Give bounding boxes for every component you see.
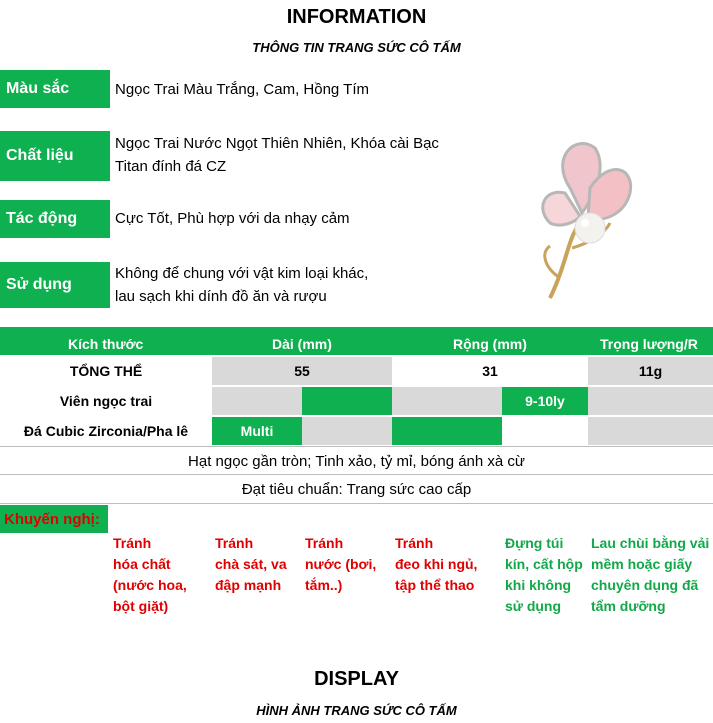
recommendation-item: Tránh đeo khi ngủ, tập thể thao — [395, 535, 478, 593]
recommendation-item: Đựng túi kín, cất hộp khi không sử dụng — [505, 535, 583, 614]
stone-cell-2 — [302, 417, 392, 445]
page-subtitle: THÔNG TIN TRANG SỨC CÔ TẤM — [252, 40, 461, 55]
header-size: Kích thước — [68, 336, 144, 352]
row-stone-label: Đá Cubic Zirconia/Pha lê — [23, 423, 189, 439]
pearl-cell-2 — [302, 387, 392, 415]
note-standard: Đạt tiêu chuẩn: Trang sức cao cấp — [241, 481, 472, 498]
header-weight: Trọng lượng/R — [600, 336, 698, 352]
recommendation-item: Tránh chà sát, va đập mạnh — [215, 535, 287, 593]
color-label: Màu sắc — [0, 70, 110, 108]
brooch-image — [520, 128, 640, 308]
row-pearl-label: Viên ngọc trai — [59, 393, 153, 409]
effect-value: Cực Tốt, Phù hợp với da nhạy cảm — [115, 210, 350, 227]
note-pearl-quality: Hạt ngọc gần tròn; Tinh xảo, tỷ mỉ, bóng ánh xà cừ — [188, 453, 525, 470]
recommendation-label: Khuyến nghị: — [0, 505, 108, 533]
row-total-weight: 11g — [588, 357, 713, 385]
divider — [0, 474, 713, 475]
page-title: INFORMATION — [286, 6, 427, 28]
header-width: Rộng (mm) — [453, 336, 527, 352]
display-subtitle: HÌNH ẢNH TRANG SỨC CÔ TẤM — [256, 703, 457, 718]
material-value-line1: Ngọc Trai Nước Ngọt Thiên Nhiên, Khóa cài Bạc — [115, 135, 439, 152]
pearl-cell-5 — [588, 387, 713, 415]
header-length: Dài (mm) — [272, 336, 332, 352]
row-total-width: 31 — [482, 363, 498, 379]
material-label: Chất liệu — [0, 131, 110, 181]
recommendation-item: Tránh hóa chất (nước hoa, bột giặt) — [113, 535, 187, 614]
recommendation-item: Tránh nước (bơi, tắm..) — [305, 535, 377, 593]
usage-value-line2: lau sạch khi dính đồ ăn và rượu — [115, 288, 327, 305]
divider — [0, 446, 713, 447]
display-title: DISPLAY — [314, 668, 399, 690]
stone-cell-5 — [588, 417, 713, 445]
effect-label: Tác động — [0, 200, 110, 238]
usage-value-line1: Không để chung với vật kim loại khác, — [115, 265, 369, 282]
row-total-label: TỔNG THỂ — [69, 363, 143, 379]
stone-value: Multi — [212, 417, 302, 445]
recommendation-item: Lau chùi bằng vải mềm hoặc giấy chuyên dụng đã tẩm dưỡng — [591, 535, 710, 614]
divider — [0, 503, 713, 504]
pearl-cell-3 — [392, 387, 502, 415]
stone-cell-3 — [392, 417, 502, 445]
color-value: Ngọc Trai Màu Trắng, Cam, Hồng Tím — [115, 81, 369, 98]
row-total-length: 55 — [212, 357, 392, 385]
material-value-line2: Titan đính đá CZ — [115, 158, 227, 175]
pearl-cell-1 — [212, 387, 302, 415]
usage-label: Sử dụng — [0, 262, 110, 308]
pearl-size: 9-10ly — [502, 387, 588, 415]
